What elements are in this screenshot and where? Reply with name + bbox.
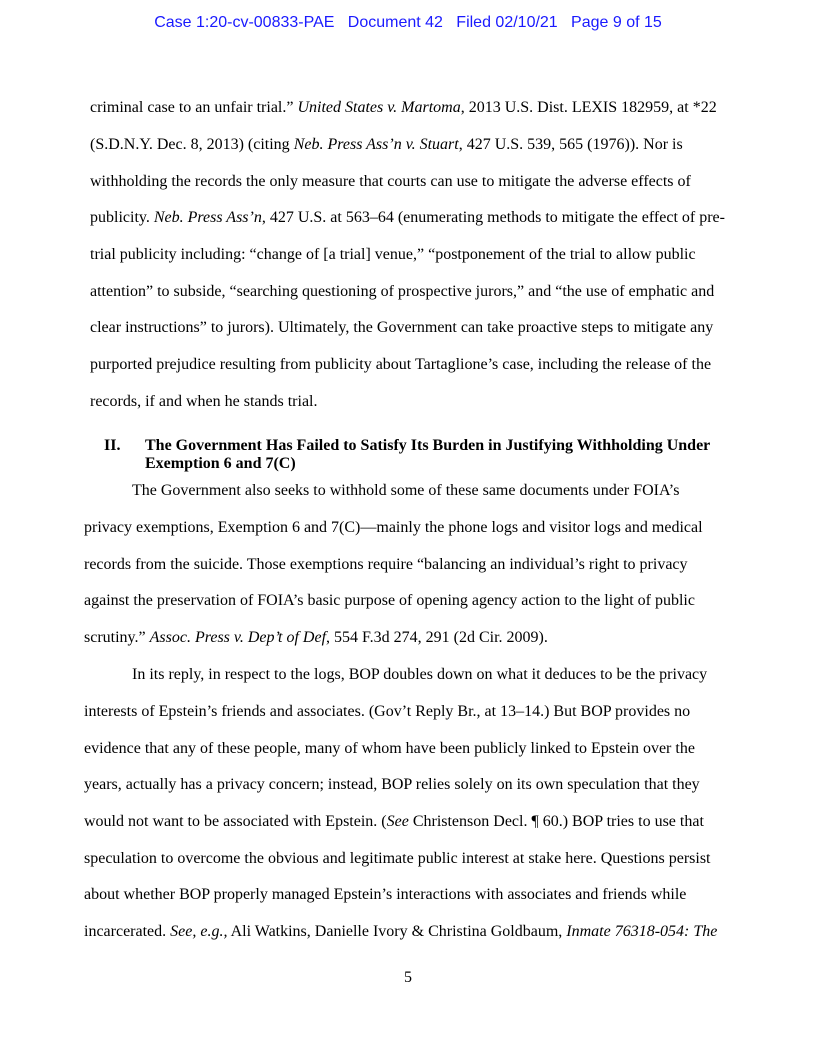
page-number: 5	[404, 969, 412, 986]
paragraph1-line: attention” to subside, “searching questioning of prospective jurors,” and “the use of emphatic and	[90, 283, 715, 300]
paragraph2-line: The Government also seeks to withhold some of these same documents under FOIA’s	[132, 482, 680, 499]
paragraph1-line: criminal case to an unfair trial.” United States v. Martoma, 2013 U.S. Dist. LEXIS 182959, at *22	[90, 99, 717, 116]
paragraph1-line: purported prejudice resulting from publicity about Tartaglione’s case, including the release of the	[90, 356, 712, 373]
paragraph3-line: about whether BOP properly managed Epstein’s interactions with associates and friends while	[84, 886, 687, 903]
case-number: Case 1:20-cv-00833-PAE	[154, 14, 335, 31]
paragraph2-line: privacy exemptions, Exemption 6 and 7(C)—mainly the phone logs and visitor logs and medical	[84, 519, 703, 536]
paragraph3-line: speculation to overcome the obvious and legitimate public interest at stake here. Questions persist	[84, 850, 711, 867]
case-citation: Neb. Press Ass’n v. Stuart	[293, 136, 459, 153]
section-heading: Exemption 6 and 7(C)	[145, 455, 296, 472]
case-header	[0, 14, 816, 32]
paragraph3-line: years, actually has a privacy concern; instead, BOP relies solely on its own speculation that they	[84, 776, 700, 793]
document-number: Document 42	[347, 14, 443, 31]
article-title: Inmate 76318-054: The	[566, 923, 718, 940]
paragraph1-line: clear instructions” to jurors). Ultimately, the Government can take proactive steps to mitigate any	[90, 319, 714, 336]
section-number: II.	[104, 437, 121, 454]
case-citation: United States v. Martoma	[297, 99, 461, 116]
paragraph3-line: In its reply, in respect to the logs, BOP doubles down on what it deduces to be the privacy	[132, 666, 708, 683]
signal-word: See, e.g.,	[170, 923, 228, 940]
filed-date: Filed 02/10/21	[456, 14, 558, 31]
paragraph3-line: interests of Epstein’s friends and associates. (Gov’t Reply Br., at 13–14.) But BOP provides no	[84, 703, 691, 720]
paragraph2-line: scrutiny.” Assoc. Press v. Dep’t of Def, 554 F.3d 274, 291 (2d Cir. 2009).	[84, 629, 548, 646]
page-indicator: Page 9 of 15	[571, 14, 662, 31]
signal-word: See	[386, 813, 409, 830]
paragraph2-line: records from the suicide. Those exemptions require “balancing an individual’s right to privacy	[84, 556, 688, 573]
paragraph3-line: incarcerated. See, e.g., Ali Watkins, Danielle Ivory & Christina Goldbaum, Inmate 76318-054: The	[84, 923, 718, 940]
case-citation: Neb. Press Ass’n	[153, 209, 262, 226]
paragraph2-line: against the preservation of FOIA’s basic purpose of opening agency action to the light of public	[84, 592, 695, 609]
paragraph1-line: trial publicity including: “change of [a trial] venue,” “postponement of the trial to allow public	[90, 246, 696, 263]
paragraph3-line: would not want to be associated with Epstein. (See Christenson Decl. ¶ 60.) BOP tries to use that	[84, 813, 704, 830]
paragraph1-line: withholding the records the only measure that courts can use to mitigate the adverse effects of	[90, 173, 691, 190]
paragraph1-line: publicity. Neb. Press Ass’n, 427 U.S. at 563–64 (enumerating methods to mitigate the effect of pre-	[90, 209, 725, 226]
section-heading: The Government Has Failed to Satisfy Its Burden in Justifying Withholding Under	[145, 437, 711, 454]
paragraph1-line: (S.D.N.Y. Dec. 8, 2013) (citing Neb. Press Ass’n v. Stuart, 427 U.S. 539, 565 (1976)). Nor is	[90, 136, 683, 153]
paragraph1-line: records, if and when he stands trial.	[90, 393, 318, 410]
paragraph3-line: evidence that any of these people, many of whom have been publicly linked to Epstein over the	[84, 740, 695, 757]
case-citation: Assoc. Press v. Dep’t of Def	[149, 629, 327, 646]
